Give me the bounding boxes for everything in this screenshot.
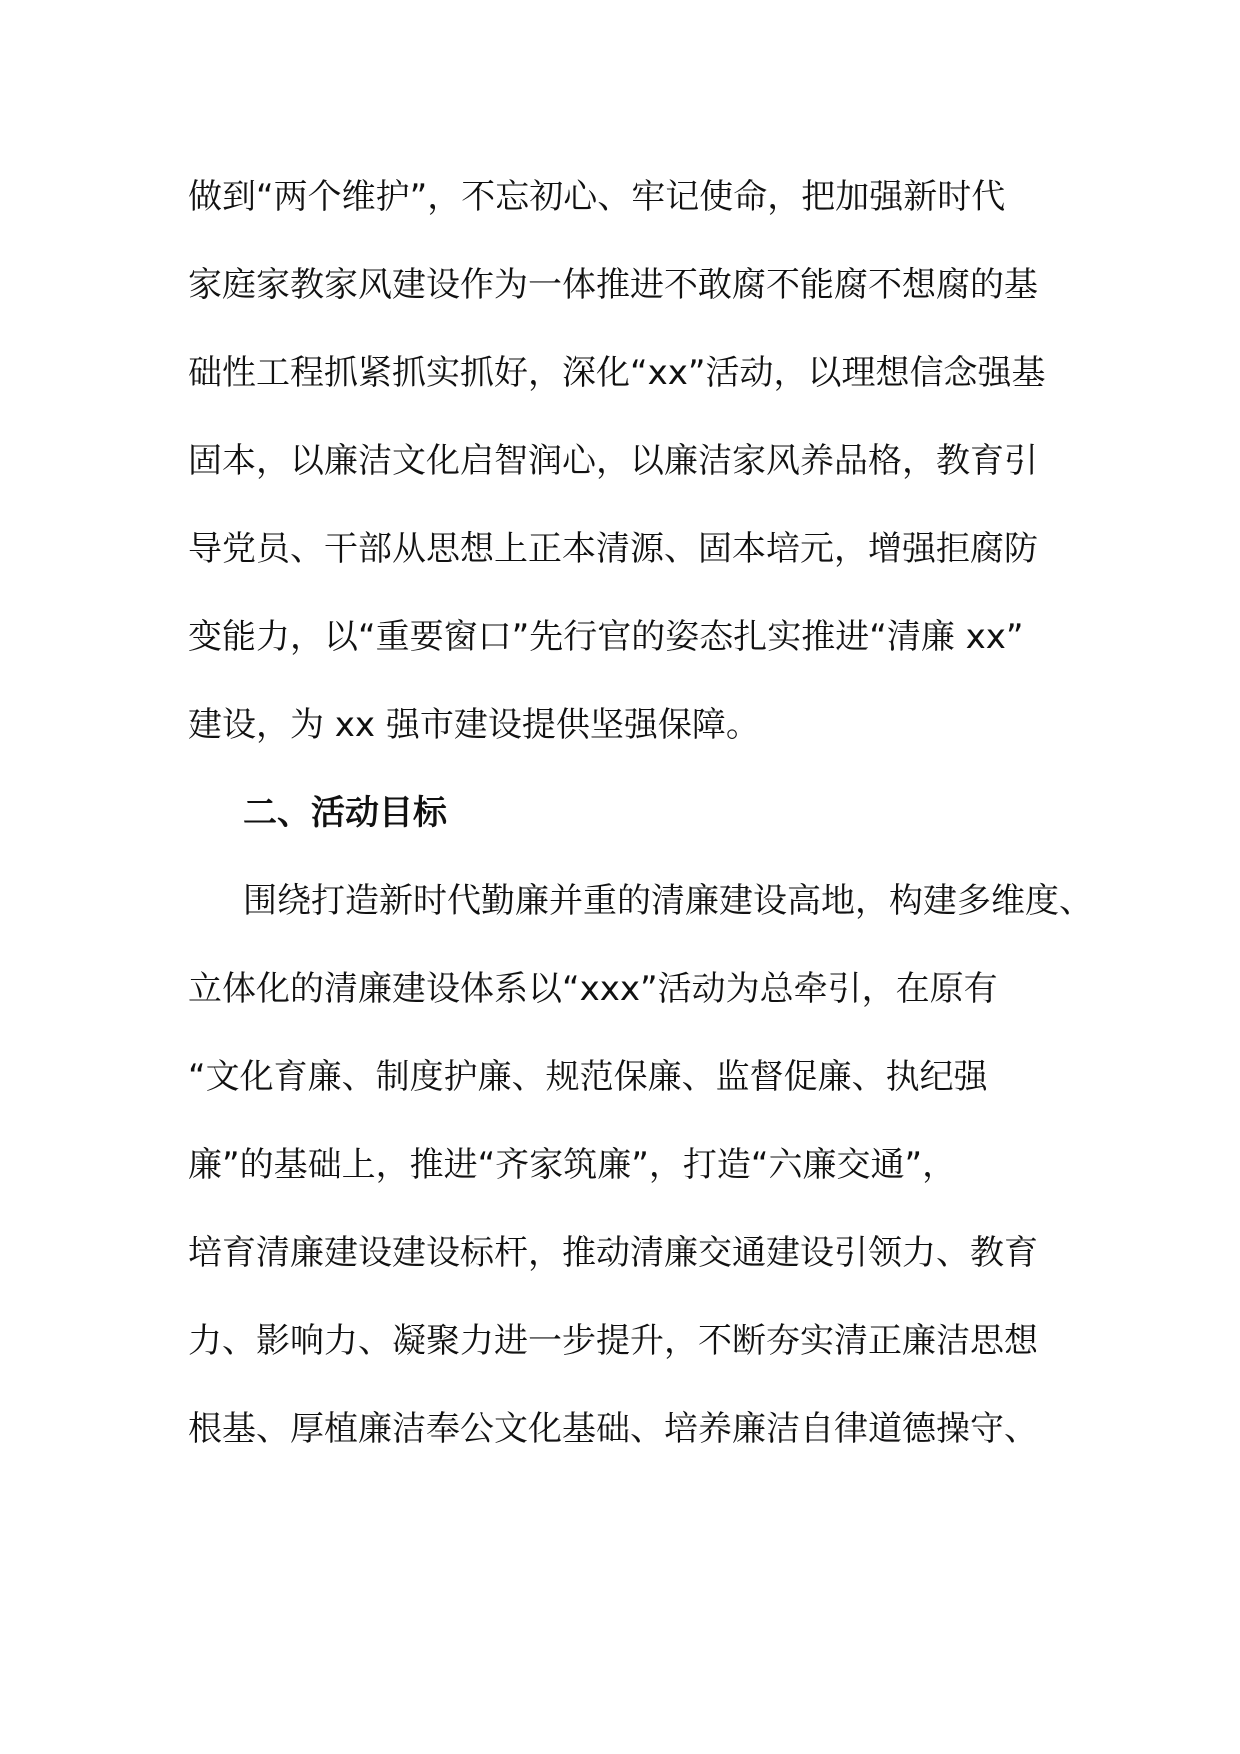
body-text-line: 变能力，以“重要窗口”先行官的姿态扎实推进“清廉 xx” <box>188 617 1024 657</box>
section-heading: 二、活动目标 <box>243 793 447 833</box>
body-text-line: 根基、厚植廉洁奉公文化基础、培养廉洁自律道德操守、 <box>188 1409 1038 1449</box>
body-text-line: 建设，为 xx 强市建设提供坚强保障。 <box>188 705 760 745</box>
body-text-line: 立体化的清廉建设体系以“xxx”活动为总牵引，在原有 <box>188 969 998 1009</box>
body-text-line: 培育清廉建设建设标杆，推动清廉交通建设引领力、教育 <box>188 1233 1038 1273</box>
body-text-line: “文化育廉、制度护廉、规范保廉、监督促廉、执纪强 <box>188 1057 988 1097</box>
body-text-line: 围绕打造新时代勤廉并重的清廉建设高地，构建多维度、 <box>243 881 1093 921</box>
body-text-line: 础性工程抓紧抓实抓好，深化“xx”活动，以理想信念强基 <box>188 353 1046 393</box>
body-text-line: 导党员、干部从思想上正本清源、固本培元，增强拒腐防 <box>188 529 1038 569</box>
body-text-line: 家庭家教家风建设作为一体推进不敢腐不能腐不想腐的基 <box>188 265 1038 305</box>
body-text-line: 力、影响力、凝聚力进一步提升，不断夯实清正廉洁思想 <box>188 1321 1038 1361</box>
body-text-line: 做到“两个维护”，不忘初心、牢记使命，把加强新时代 <box>188 177 1006 217</box>
body-text-line: 廉”的基础上，推进“齐家筑廉”，打造“六廉交通”， <box>188 1145 957 1185</box>
body-text-line: 固本，以廉洁文化启智润心，以廉洁家风养品格，教育引 <box>188 441 1038 481</box>
